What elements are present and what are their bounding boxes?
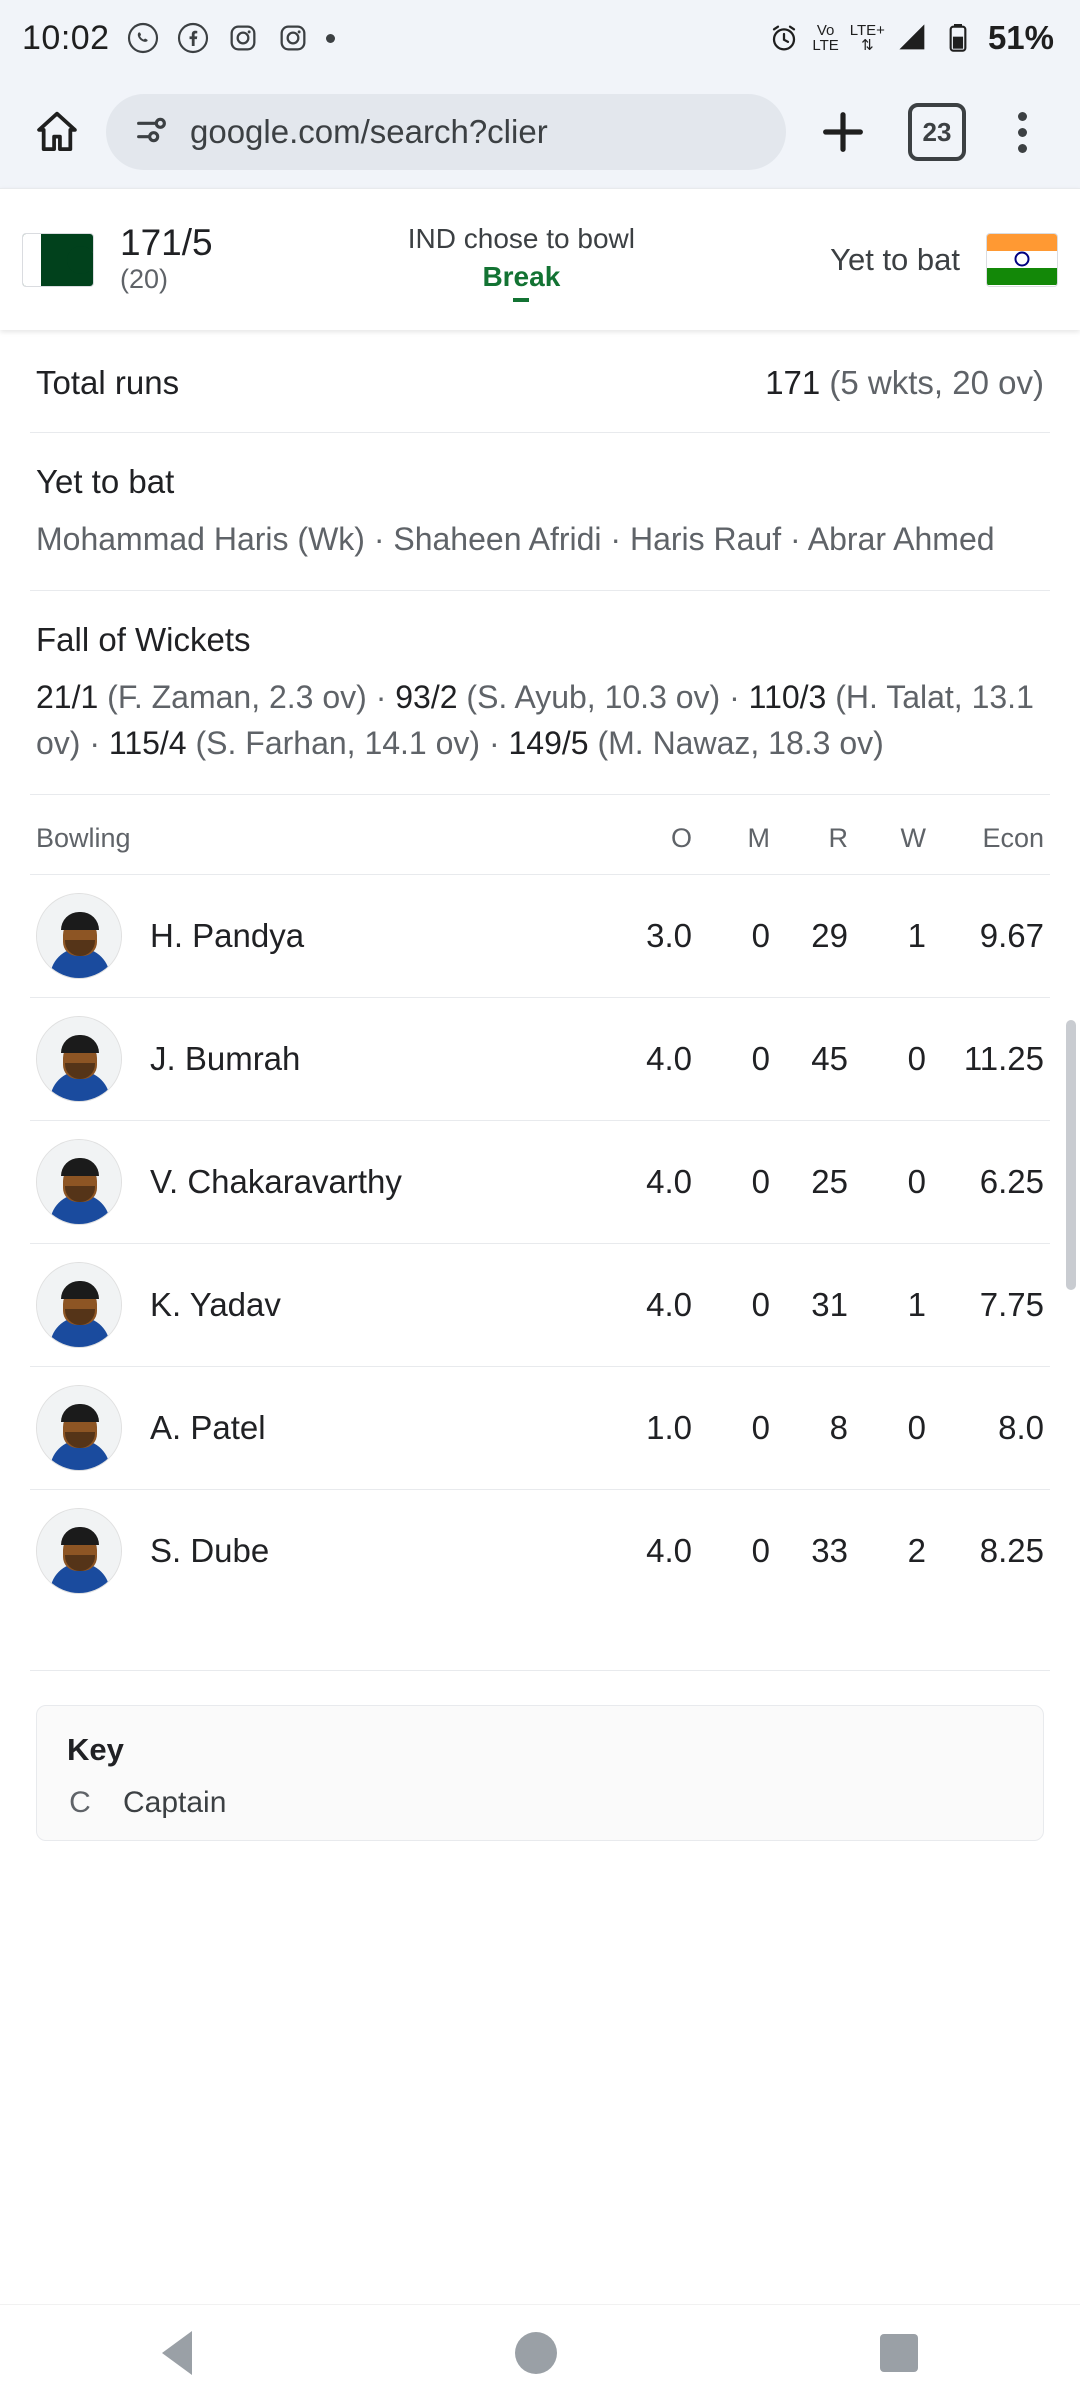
fow-detail: (S. Ayub, 10.3 ov) xyxy=(466,679,721,716)
cell-wickets: 0 xyxy=(907,1040,926,1078)
fall-of-wickets-section xyxy=(30,591,1050,795)
avatar xyxy=(36,1385,122,1471)
lte-label: LTE+ xyxy=(849,22,885,39)
avatar xyxy=(36,893,122,979)
table-row[interactable] xyxy=(30,1243,1050,1366)
alarm-icon xyxy=(767,21,801,55)
whatsapp-icon xyxy=(126,21,160,55)
cell-maidens: 0 xyxy=(751,1409,770,1447)
volte-indicator xyxy=(812,23,838,53)
system-navigation-bar xyxy=(0,2304,1080,2400)
cell-economy: 8.0 xyxy=(998,1409,1044,1447)
fow-detail: (S. Farhan, 14.1 ov) xyxy=(195,724,481,761)
fow-score: 115/4 xyxy=(108,724,187,761)
table-row[interactable] xyxy=(30,1120,1050,1243)
column-bowling: Bowling xyxy=(36,823,131,854)
lte-arrows: ⇅ xyxy=(861,37,874,54)
key-card xyxy=(36,1705,1044,1841)
column-maidens: M xyxy=(747,823,770,854)
back-button[interactable] xyxy=(162,2331,192,2375)
cell-wickets: 2 xyxy=(907,1532,926,1570)
browser-toolbar xyxy=(0,76,1080,188)
match-status-block xyxy=(213,223,831,293)
signal-icon xyxy=(896,21,930,55)
plus-icon[interactable] xyxy=(804,93,882,171)
toss-info: IND chose to bowl xyxy=(407,222,635,254)
cell-overs: 1.0 xyxy=(646,1409,692,1447)
cell-runs: 25 xyxy=(811,1163,848,1201)
bowler-name: K. Yadav xyxy=(150,1286,281,1324)
cell-overs: 4.0 xyxy=(646,1286,692,1324)
recents-button[interactable] xyxy=(880,2334,918,2372)
cell-economy: 7.75 xyxy=(979,1286,1044,1324)
cell-maidens: 0 xyxy=(751,917,770,955)
cell-runs: 31 xyxy=(811,1286,848,1324)
score-overs: (20) xyxy=(120,264,169,295)
yet-to-bat-section xyxy=(30,433,1050,591)
instagram-icon xyxy=(276,21,310,55)
status-badge: Break xyxy=(482,260,561,292)
bowler-name: V. Chakaravarthy xyxy=(150,1163,402,1201)
lte-indicator xyxy=(850,23,885,53)
key-row xyxy=(67,1786,1013,1820)
cell-economy: 11.25 xyxy=(963,1040,1044,1078)
opponent-status: Yet to bat xyxy=(830,241,960,277)
cell-overs: 4.0 xyxy=(646,1163,692,1201)
page-scrollbar[interactable] xyxy=(1066,1020,1076,1290)
fow-score: 93/2 xyxy=(395,679,458,716)
cell-maidens: 0 xyxy=(751,1286,770,1324)
volte-top: Vo xyxy=(816,22,835,39)
column-economy: Econ xyxy=(982,823,1044,854)
total-runs-detail: (5 wkts, 20 ov) xyxy=(829,364,1044,401)
status-bar-left xyxy=(22,19,335,58)
score-block xyxy=(120,221,213,296)
dot-icon xyxy=(326,34,335,43)
home-button[interactable] xyxy=(515,2332,557,2374)
cell-runs: 8 xyxy=(829,1409,848,1447)
fow-score: 21/1 xyxy=(36,679,99,716)
volte-bottom: LTE xyxy=(812,37,839,54)
status-bar-right xyxy=(767,19,1054,57)
bowler-name: A. Patel xyxy=(150,1409,266,1447)
pakistan-flag xyxy=(22,233,94,287)
facebook-icon xyxy=(176,21,210,55)
fow-detail: (H. Talat, 13.1 ov) xyxy=(36,679,1034,761)
fow-detail: (M. Nawaz, 18.3 ov) xyxy=(597,724,884,761)
cell-overs: 3.0 xyxy=(646,917,692,955)
yet-to-bat-title: Yet to bat xyxy=(36,463,175,500)
table-row[interactable] xyxy=(30,997,1050,1120)
score-runs: 171/5 xyxy=(120,221,213,263)
url-bar[interactable] xyxy=(106,94,786,170)
key-title: Key xyxy=(67,1732,124,1768)
key-letter: C xyxy=(69,1786,91,1820)
instagram-icon xyxy=(226,21,260,55)
cell-economy: 6.25 xyxy=(979,1163,1044,1201)
column-overs: O xyxy=(670,823,692,854)
cell-runs: 45 xyxy=(811,1040,848,1078)
total-runs-row xyxy=(30,330,1050,433)
cell-maidens: 0 xyxy=(751,1040,770,1078)
total-runs-value xyxy=(765,364,1044,402)
url-text[interactable]: google.com/search?clier xyxy=(190,113,548,150)
fow-score: 149/5 xyxy=(508,724,589,761)
status-bar xyxy=(0,0,1080,76)
cell-maidens: 0 xyxy=(751,1532,770,1570)
cell-wickets: 0 xyxy=(907,1409,926,1447)
table-row[interactable] xyxy=(30,1366,1050,1489)
site-settings-icon[interactable] xyxy=(132,110,172,155)
column-runs: R xyxy=(828,823,848,854)
tab-count: 23 xyxy=(922,116,952,147)
cell-economy: 8.25 xyxy=(979,1532,1044,1570)
cell-economy: 9.67 xyxy=(979,917,1044,955)
bowler-name: H. Pandya xyxy=(150,917,305,955)
more-vertical-icon[interactable] xyxy=(990,93,1054,171)
scorecard-content xyxy=(0,330,1080,1841)
status-clock: 10:02 xyxy=(22,18,110,57)
cell-overs: 4.0 xyxy=(646,1532,692,1570)
bowler-name: J. Bumrah xyxy=(150,1040,301,1078)
table-row[interactable] xyxy=(30,874,1050,997)
total-runs-number: 171 xyxy=(765,364,821,401)
fow-score: 110/3 xyxy=(748,679,827,716)
india-flag xyxy=(986,233,1058,287)
battery-icon xyxy=(941,21,975,55)
sticky-score-header xyxy=(0,188,1080,330)
bowler-name: S. Dube xyxy=(150,1532,270,1570)
avatar xyxy=(36,1016,122,1102)
fall-of-wickets-title: Fall of Wickets xyxy=(36,621,251,659)
cell-wickets: 1 xyxy=(907,1286,926,1324)
key-label: Captain xyxy=(123,1786,227,1820)
home-icon[interactable] xyxy=(22,97,92,167)
cell-overs: 4.0 xyxy=(646,1040,692,1078)
bowling-table xyxy=(30,795,1050,1671)
yet-to-bat-players: Mohammad Haris (Wk) · Shaheen Afridi · Haris Rauf · Abrar Ahmed xyxy=(36,521,995,557)
avatar xyxy=(36,1262,122,1348)
total-runs-label: Total runs xyxy=(36,364,180,401)
avatar xyxy=(36,1508,122,1594)
cell-runs: 33 xyxy=(811,1532,848,1570)
tab-switcher-button[interactable] xyxy=(908,103,966,161)
battery-percent: 51% xyxy=(987,19,1054,56)
column-wickets: W xyxy=(900,823,926,854)
table-divider xyxy=(30,1670,1050,1671)
cell-runs: 29 xyxy=(811,917,848,955)
cell-wickets: 1 xyxy=(907,917,926,955)
cell-maidens: 0 xyxy=(751,1163,770,1201)
fall-of-wickets-list: 21/1 (F. Zaman, 2.3 ov) · 93/2 (S. Ayub, 10.3 ov) · 110/3 (H. Talat, 13.1 ov) · 115/4 (S. Farhan, 14.1 ov) · 149/5 (M. Nawaz, 18.3 ov) xyxy=(36,679,1034,761)
bowling-table-header xyxy=(30,795,1050,874)
cell-wickets: 0 xyxy=(907,1163,926,1201)
fow-detail: (F. Zaman, 2.3 ov) xyxy=(107,679,367,716)
avatar xyxy=(36,1139,122,1225)
table-row[interactable] xyxy=(30,1489,1050,1612)
